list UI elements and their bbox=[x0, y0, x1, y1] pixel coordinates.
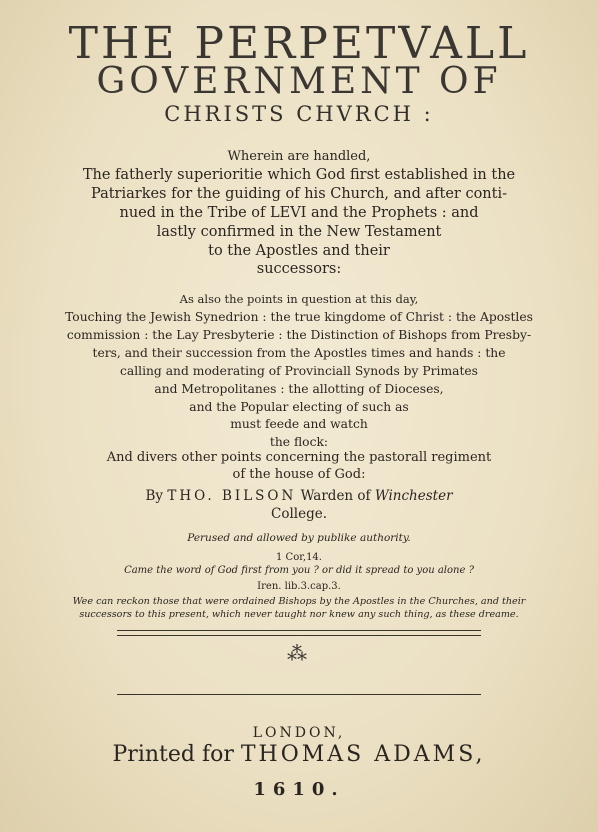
points-line: must feede and watch bbox=[230, 417, 368, 431]
citation-ref: Iren. lib.3.cap.3. bbox=[257, 581, 341, 592]
printers-ornament: ⁂ bbox=[287, 641, 311, 665]
body-line: lastly confirmed in the New Testament bbox=[156, 224, 442, 240]
top-rule bbox=[117, 630, 481, 631]
imprint-printed-for: Printed for bbox=[112, 742, 234, 767]
author-by: By bbox=[145, 488, 164, 504]
points-line: ters, and their succession from the Apostles times and hands : the bbox=[92, 346, 506, 360]
citation-text: Wee can reckon those that were ordained Bishops by the Apostles in the Churches, and their bbox=[72, 596, 526, 607]
imprint-city: LONDON, bbox=[252, 725, 346, 741]
body-line: Patriarkes for the guiding of his Church, and after conti- bbox=[90, 186, 508, 202]
author-college: College. bbox=[270, 506, 327, 522]
points-line: commission : the Lay Presbyterie : the Distinction of Bishops from Presby- bbox=[66, 328, 532, 342]
points-line: Touching the Jewish Synedrion : the true kingdome of Christ : the Apostles bbox=[65, 310, 533, 324]
citation-ref: 1 Cor,14. bbox=[276, 552, 322, 563]
points-intro: As also the points in question at this day, bbox=[179, 292, 419, 306]
author-role: Warden of bbox=[300, 488, 371, 504]
citation-text: successors to this present, which never taught nor knew any such thing, as these dreame. bbox=[79, 609, 519, 620]
wherein-heading: Wherein are handled, bbox=[227, 149, 371, 164]
other-points-line: of the house of God: bbox=[232, 467, 366, 482]
points-line: and Metropolitanes : the allotting of Dioceses, bbox=[154, 382, 444, 396]
other-points-line: And divers other points concerning the pastorall regiment bbox=[106, 450, 492, 465]
author-line bbox=[0, 490, 598, 504]
bottom-rule bbox=[117, 694, 481, 695]
author-name: THO. BILSON bbox=[167, 488, 297, 504]
title-line-3: CHRISTS CHVRCH : bbox=[164, 102, 434, 126]
body-line: nued in the Tribe of LEVI and the Prophets : and bbox=[119, 205, 479, 221]
title-line-2: GOVERNMENT OF bbox=[96, 61, 502, 102]
body-line: to the Apostles and their bbox=[208, 243, 390, 259]
points-line: and the Popular electing of such as bbox=[189, 400, 409, 414]
body-line: successors: bbox=[256, 261, 342, 277]
points-line: the flock: bbox=[269, 435, 329, 449]
top-rule-inner bbox=[117, 635, 481, 636]
imprint-publisher: THOMAS ADAMS, bbox=[240, 742, 486, 767]
license-note: Perused and allowed by publike authority. bbox=[187, 532, 411, 544]
points-line: calling and moderating of Provinciall Synods by Primates bbox=[119, 364, 478, 378]
title-line-1: THE PERPETVALL bbox=[68, 18, 530, 69]
body-line: The fatherly superioritie which God first established in the bbox=[82, 167, 516, 183]
imprint-line bbox=[0, 744, 598, 766]
imprint-year: 1610. bbox=[253, 779, 345, 800]
author-place: Winchester bbox=[374, 488, 453, 504]
citation-text: Came the word of God first from you ? or did it spread to you alone ? bbox=[124, 565, 474, 576]
